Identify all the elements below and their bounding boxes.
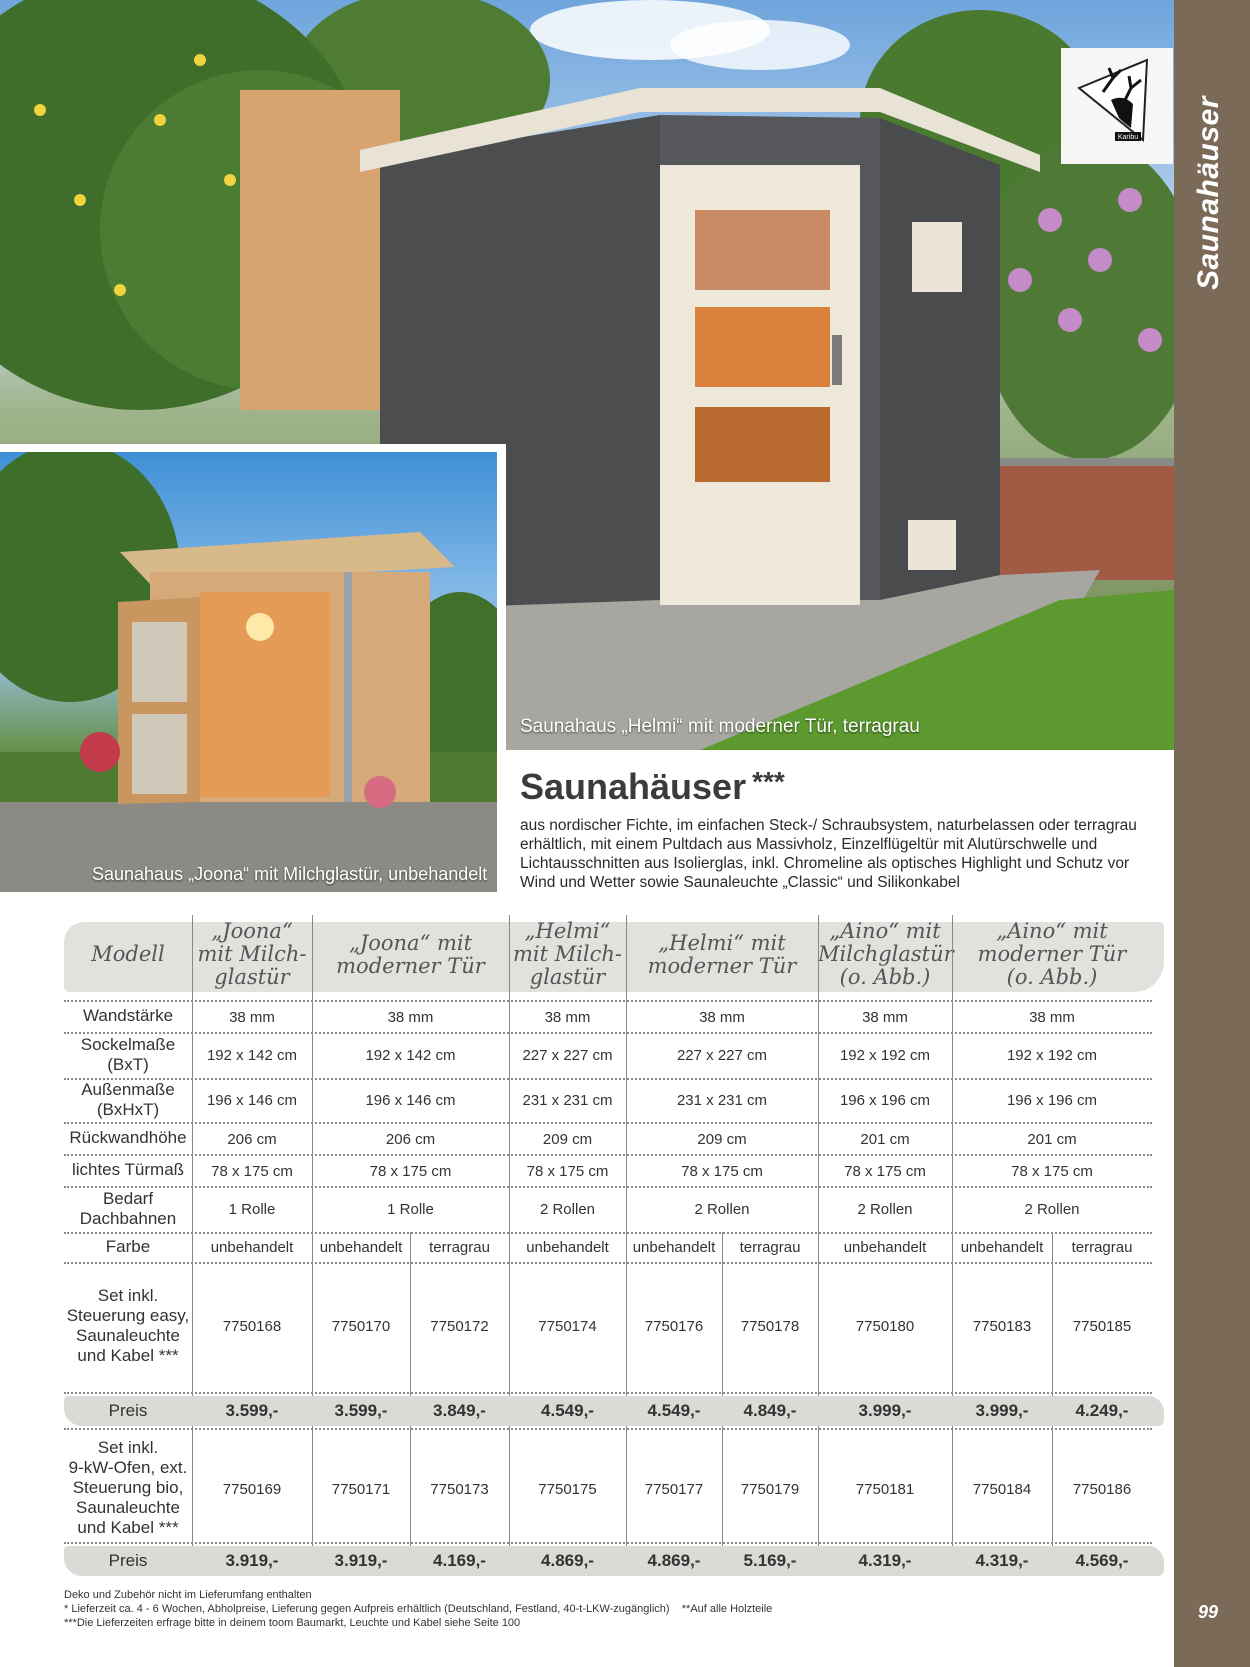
table-cell: 78 x 175 cm [844,1163,926,1180]
table-cell: 201 cm [860,1131,910,1148]
row-divider [64,1032,1152,1034]
header-helmi-modern [626,932,818,978]
table-cell: 78 x 175 cm [369,1163,452,1180]
price-value: 4.169,- [433,1551,486,1570]
product-description: aus nordischer Fichte, im einfachen Steck-/ Schraubsystem, naturbelassen oder terragrau erhältlich, mit einem Pultdach aus Massivholz, Einzelflügeltür mit Alutürschwelle und Lichtausschnitten aus Isolierglas, inkl. Chromeline als optisches Highlight und Schutz vor Wind und Wetter sowie Saunaleuchte „Classic“ und Silikonkabel [520,817,1137,891]
table-cell: 231 x 231 cm [676,1092,768,1109]
header-line: glastür [529,965,606,989]
header-helmi-milchglas [509,920,626,989]
table-cell: unbehandelt [526,1239,609,1256]
price-value: 3.919,- [225,1551,279,1570]
table-cell: terragrau [1071,1239,1133,1256]
table-cell: unbehandelt [843,1239,927,1256]
table-cell: 209 cm [542,1131,593,1148]
row-label-line: Saunaleuchte [76,1498,180,1517]
row-label-line: Steuerung easy, [66,1306,190,1325]
table-cell: 201 cm [1027,1131,1077,1148]
section-title: Saunahäuser [520,766,747,807]
table-cell: 196 x 146 cm [206,1092,298,1109]
row-label-line: (BxHxT) [96,1100,160,1119]
price-value: 3.999,- [858,1401,912,1420]
row-divider [64,1232,1152,1234]
row-label-set-easy [64,1286,192,1366]
article-number: 7750178 [740,1318,800,1335]
row-label-line: Außenmaße [81,1080,175,1099]
row-label-line: (BxT) [107,1055,149,1074]
table-cell: 192 x 192 cm [839,1047,931,1064]
table-cell: 196 x 146 cm [365,1092,456,1109]
table-cell: 78 x 175 cm [526,1163,609,1180]
table-cell: terragrau [739,1239,801,1256]
table-cell: terragrau [429,1239,490,1256]
row-divider [64,1542,1152,1544]
row-label-sockelmasse [64,1035,192,1075]
table-cell: 2 Rollen [1024,1201,1080,1218]
row-label-line: Sockelmaße [80,1035,176,1054]
header-line: „Joona“ [211,919,293,943]
row-label-line: und Kabel *** [77,1346,179,1365]
section-heading [520,766,785,808]
header-line: Milchglastür [818,942,954,966]
price-value: 4.869,- [647,1551,701,1570]
header-line: moderner Tür [336,954,485,978]
footnote-line: * Lieferzeit ca. 4 - 6 Wochen, Abholpreise, Lieferung gegen Aufpreis erhältlich (Deutschland, Festland, 40-t-LKW-zugänglich) **Auf alle Holzteile [64,1603,773,1615]
table-cell: 2 Rollen [857,1201,913,1218]
row-label-line: und Kabel *** [77,1518,179,1537]
table-cell: 78 x 175 cm [681,1163,763,1180]
table-cell: 231 x 231 cm [522,1092,613,1109]
sidebar-title: Saunahäuser [1192,96,1225,290]
header-line: (o. Abb.) [839,965,931,989]
price-value: 3.999,- [975,1401,1029,1420]
article-number: 7750176 [644,1318,704,1335]
row-label-tuermass [64,1160,192,1180]
table-cell: 78 x 175 cm [211,1163,293,1180]
article-number: 7750168 [222,1318,282,1335]
price-value: 4.569,- [1075,1551,1129,1570]
header-joona-modern [312,932,509,978]
article-number: 7750185 [1072,1318,1132,1335]
table-cell: 192 x 142 cm [365,1047,456,1064]
table-cell: unbehandelt [319,1239,403,1256]
row-divider [64,1262,1152,1264]
row-divider [64,1186,1152,1188]
karibu-logo [1061,48,1173,164]
row-divider [64,1122,1152,1124]
footnotes [64,1588,772,1630]
row-label-line: Dachbahnen [79,1209,177,1228]
price-value: 4.319,- [975,1551,1029,1570]
inset-photo-frame [0,444,506,892]
article-number: 7750173 [430,1481,489,1498]
table-cell: 227 x 227 cm [522,1047,613,1064]
header-aino-milchglas [818,920,952,989]
table-cell: 2 Rollen [694,1201,750,1218]
inset-illustration [0,452,497,892]
footnote-line: ***Die Lieferzeiten erfrage bitte in deinem toom Baumarkt, Leuchte und Kabel siehe Seite 100 [64,1617,521,1629]
row-divider [64,1000,1152,1002]
reindeer-icon [1061,48,1173,164]
table-cell: unbehandelt [960,1239,1044,1256]
table-cell: unbehandelt [632,1239,716,1256]
article-number: 7750184 [972,1481,1032,1498]
logo-text: Karibu [1117,134,1139,141]
table-cell: 196 x 196 cm [839,1092,931,1109]
table-cell: 38 mm [544,1009,591,1026]
table-cell: 209 cm [697,1131,747,1148]
inset-caption: Saunahaus „Joona“ mit Milchglastür, unbehandelt [92,864,488,884]
article-number: 7750175 [538,1481,597,1498]
row-divider [64,1078,1152,1080]
price-value: 3.919,- [334,1551,388,1570]
row-divider [64,1154,1152,1156]
header-line: glastür [214,965,290,989]
price-value: 3.599,- [225,1401,279,1420]
row-label-line: Set inkl. [97,1286,159,1305]
footnote-line: Deko und Zubehör nicht im Lieferumfang enthalten [64,1589,312,1601]
hero-caption: Saunahaus „Helmi“ mit moderner Tür, terragrau [520,716,920,737]
price-value: 3.849,- [433,1401,486,1420]
row-label-farbe: Farbe [105,1237,151,1256]
row-label-line: Saunaleuchte [76,1326,180,1345]
article-number: 7750177 [644,1481,704,1498]
price-value: 4.849,- [743,1401,797,1420]
article-number: 7750186 [1072,1481,1132,1498]
table-cell: 38 mm [1029,1009,1075,1026]
table-cell: 1 Rolle [387,1201,434,1218]
table-cell: 1 Rolle [228,1201,276,1218]
row-label-line: lichtes Türmaß [71,1160,185,1179]
table-cell: 206 cm [227,1131,277,1148]
row-label-line: 9-kW-Ofen, ext. [68,1458,188,1477]
table-cell: 192 x 192 cm [1006,1047,1098,1064]
price-value: 5.169,- [743,1551,797,1570]
article-number: 7750171 [331,1481,391,1498]
header-line: (o. Abb.) [1006,965,1098,989]
table-cell: unbehandelt [210,1239,294,1256]
article-number: 7750179 [740,1481,800,1498]
article-number: 7750180 [855,1318,915,1335]
article-number: 7750183 [972,1318,1032,1335]
header-model: Modell [91,942,165,966]
price-value: 4.549,- [647,1401,701,1420]
row-label-rueckwandhoehe [64,1128,192,1148]
header-line: „Joona“ mit [348,931,473,955]
price-value: 4.869,- [541,1551,594,1570]
header-line: „Aino“ mit [996,919,1108,943]
header-line: mit Milch- [197,942,307,966]
header-line: moderner Tür [647,954,797,978]
article-number: 7750174 [538,1318,597,1335]
row-label-dachbahnen [64,1189,192,1229]
table-cell: 206 cm [385,1131,436,1148]
row-label-set-bio [64,1438,192,1538]
row-label-line: Rückwandhöhe [69,1128,187,1147]
table-cell: 38 mm [699,1009,745,1026]
row-label-line: Set inkl. [97,1438,159,1457]
article-number: 7750181 [855,1481,915,1498]
article-number: 7750172 [430,1318,489,1335]
article-number: 7750170 [331,1318,391,1335]
header-line: moderner Tür [977,942,1127,966]
row-label-line: Bedarf [102,1189,154,1208]
article-number: 7750169 [222,1481,282,1498]
header-line: mit Milch- [512,942,623,966]
row-label-wandstaerke [64,1006,192,1026]
row-divider [64,1392,1152,1394]
price-value: 4.319,- [858,1551,912,1570]
inset-photo [0,452,497,892]
row-divider [64,1428,1152,1430]
table-cell: 38 mm [387,1009,434,1026]
row-label-preis: Preis [108,1551,148,1570]
table-cell: 2 Rollen [539,1201,596,1218]
table-cell: 38 mm [229,1009,275,1026]
table-cell: 192 x 142 cm [206,1047,298,1064]
table-cell: 38 mm [862,1009,908,1026]
row-label-line: Wandstärke [82,1006,174,1025]
header-line: „Aino“ mit [829,919,941,943]
price-value: 4.549,- [541,1401,594,1420]
table-cell: 78 x 175 cm [1011,1163,1093,1180]
header-joona-milchglas [192,920,312,989]
header-line: „Helmi“ [524,919,611,943]
table-cell: 196 x 196 cm [1006,1092,1098,1109]
table-cell: 227 x 227 cm [676,1047,768,1064]
header-line: „Helmi“ mit [658,931,786,955]
row-label-aussenmasse [64,1080,192,1120]
header-aino-modern [952,920,1152,989]
price-value: 3.599,- [334,1401,388,1420]
page-number: 99 [1198,1602,1219,1622]
row-label-line: Steuerung bio, [72,1478,184,1497]
price-value: 4.249,- [1075,1401,1129,1420]
heading-stars: *** [752,766,785,797]
row-label-preis: Preis [108,1401,148,1420]
